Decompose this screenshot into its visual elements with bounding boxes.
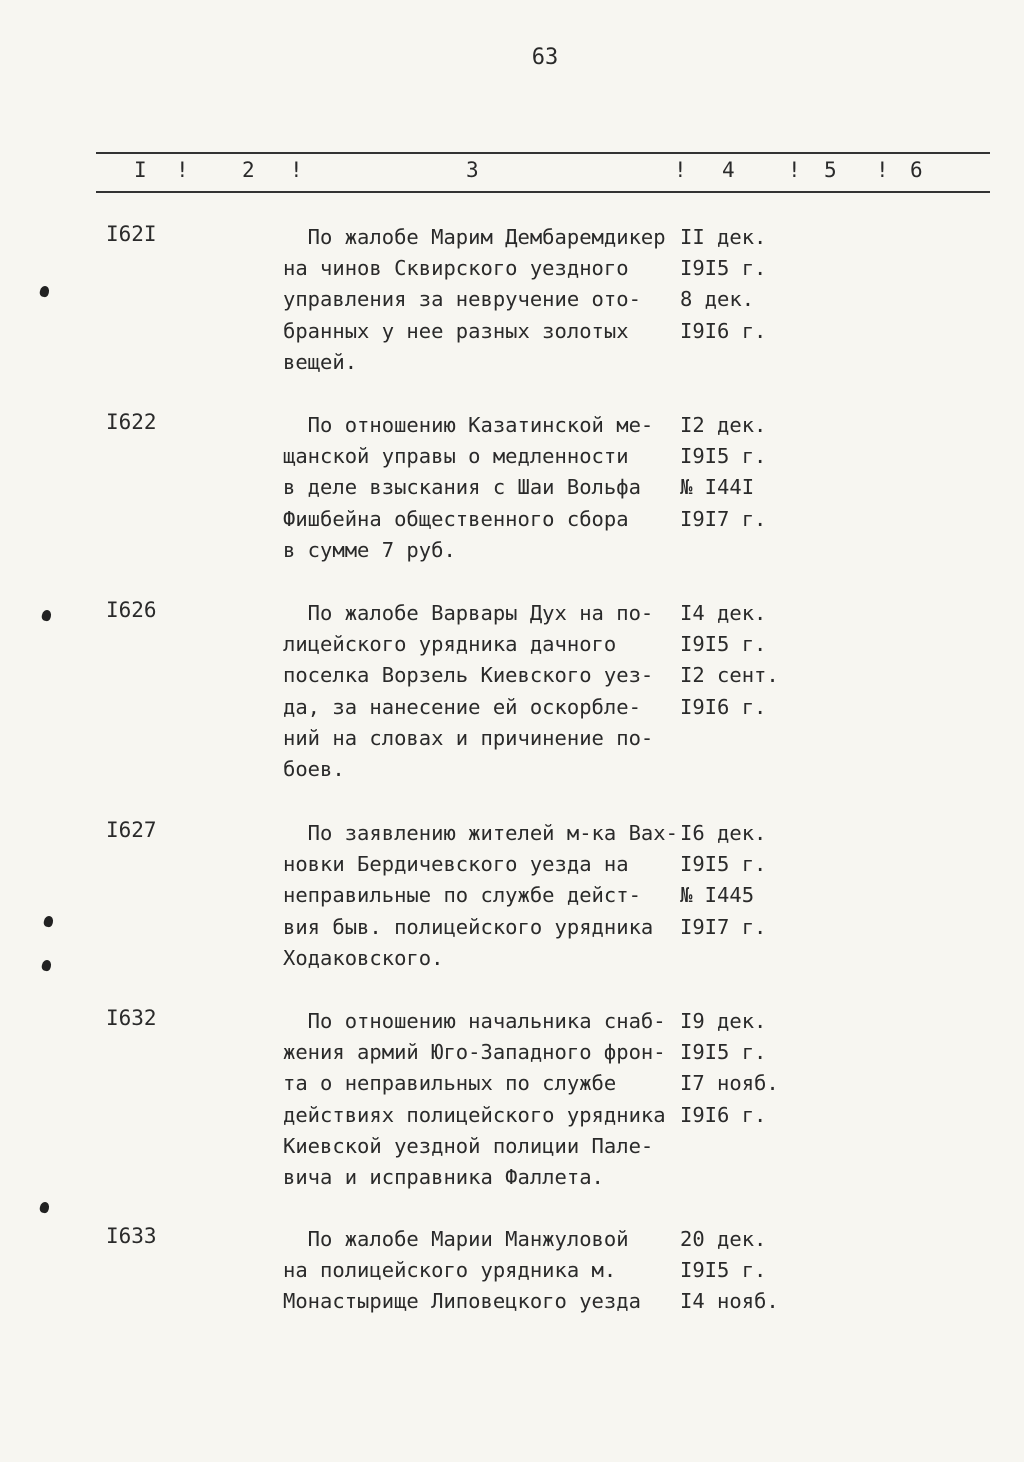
description-line: новки Бердичевского уезда на (283, 852, 629, 877)
header-col-5: 5 (824, 158, 837, 182)
date-start-year: I9I5 г. (680, 632, 767, 657)
header-separator: ! (674, 158, 687, 182)
entry-number: I622 (106, 410, 157, 434)
entry-number: I62I (106, 222, 157, 246)
header-separator: ! (876, 158, 889, 182)
description-line: Фишбейна общественного сбора (283, 506, 629, 531)
description-line: на полицейского урядника м. (283, 1258, 617, 1283)
header-col-6: 6 (910, 158, 923, 182)
binding-hole-mark (41, 609, 53, 622)
date-start-year: I9I5 г. (680, 444, 767, 469)
header-separator: ! (290, 158, 303, 182)
description-line: в сумме 7 руб. (283, 537, 456, 562)
binding-hole-mark (39, 1201, 51, 1214)
entry-description (283, 1006, 678, 1193)
description-line: боев. (283, 757, 345, 782)
entry-dates (680, 818, 766, 943)
entry-description (283, 818, 678, 974)
description-line: бранных у нее разных золотых (283, 318, 629, 343)
header-bottom-rule (96, 191, 990, 193)
date-start-year: I9I5 г. (680, 1258, 767, 1283)
description-line: жения армий Юго-Западного фрон- (283, 1040, 666, 1065)
date-start: 20 дек. (680, 1227, 767, 1251)
date-start: I6 дек. (680, 821, 767, 845)
description-line: По отношению начальника снаб- (283, 1009, 666, 1033)
date-end: № I44I (680, 475, 755, 500)
entry-description (283, 222, 678, 378)
date-start-year: I9I5 г. (680, 1040, 767, 1065)
description-line: да, за нанесение ей оскорбле- (283, 694, 641, 719)
date-end: I2 сент. (680, 663, 779, 688)
date-start: II дек. (680, 225, 767, 249)
description-line: управления за невручение ото- (283, 287, 641, 312)
page-number: 63 (531, 45, 559, 70)
entry-number: I633 (106, 1224, 157, 1248)
description-line: Монастырище Липовецкого уезда (283, 1289, 641, 1314)
description-line: неправильные по службе дейст- (283, 883, 641, 908)
date-end-year: I9I6 г. (680, 1102, 767, 1127)
entry-number: I627 (106, 818, 157, 842)
date-start: I9 дек. (680, 1009, 767, 1033)
entry-description (283, 598, 678, 785)
description-line: поселка Ворзель Киевского уез- (283, 663, 654, 688)
description-line: в деле взыскания с Шаи Вольфа (283, 475, 641, 500)
entry-description (283, 410, 678, 566)
entry-dates (680, 1224, 779, 1318)
description-line: на чинов Сквирского уездного (283, 256, 629, 281)
date-start: I2 дек. (680, 413, 767, 437)
binding-hole-mark (43, 915, 55, 928)
binding-hole-mark (39, 285, 51, 298)
header-separator: ! (788, 158, 801, 182)
date-end: № I445 (680, 883, 755, 908)
date-end-year: I9I6 г. (680, 318, 767, 343)
entry-dates (680, 598, 779, 723)
date-start: I4 дек. (680, 601, 767, 625)
description-line: вича и исправника Фаллета. (283, 1165, 604, 1190)
description-line: Ходаковского. (283, 945, 444, 970)
description-line: ний на словах и причинение по- (283, 725, 654, 750)
description-line: По жалобе Варвары Дух на по- (283, 601, 654, 625)
description-line: вия быв. полицейского урядника (283, 914, 654, 939)
description-line: щанской управы о медленности (283, 444, 629, 469)
date-end: 8 дек. (680, 287, 755, 312)
entry-number: I632 (106, 1006, 157, 1030)
header-separator: ! (176, 158, 189, 182)
description-line: вещей. (283, 349, 358, 374)
binding-hole-mark (41, 959, 53, 972)
entry-dates (680, 222, 766, 347)
date-end: I4 нояб. (680, 1289, 779, 1314)
description-line: По жалобе Марим Дембаремдикер (283, 225, 666, 249)
date-start-year: I9I5 г. (680, 256, 767, 281)
date-start-year: I9I5 г. (680, 852, 767, 877)
header-col-4: 4 (722, 158, 735, 182)
date-end: I7 нояб. (680, 1071, 779, 1096)
entry-description (283, 1224, 678, 1318)
description-line: По жалобе Марии Манжуловой (283, 1227, 629, 1251)
header-col-2: 2 (242, 158, 255, 182)
description-line: Киевской уездной полиции Пале- (283, 1133, 654, 1158)
description-line: По заявлению жителей м-ка Вах- (283, 821, 678, 845)
date-end-year: I9I6 г. (680, 694, 767, 719)
date-end-year: I9I7 г. (680, 506, 767, 531)
entry-dates (680, 1006, 779, 1131)
header-col-3: 3 (466, 158, 479, 182)
entry-dates (680, 410, 766, 535)
description-line: лицейского урядника дачного (283, 632, 617, 657)
description-line: та о неправильных по службе (283, 1071, 617, 1096)
header-col-1: I (134, 158, 147, 182)
description-line: По отношению Казатинской ме- (283, 413, 654, 437)
description-line: действиях полицейского урядника (283, 1102, 666, 1127)
date-end-year: I9I7 г. (680, 914, 767, 939)
header-top-rule (96, 152, 990, 154)
entry-number: I626 (106, 598, 157, 622)
